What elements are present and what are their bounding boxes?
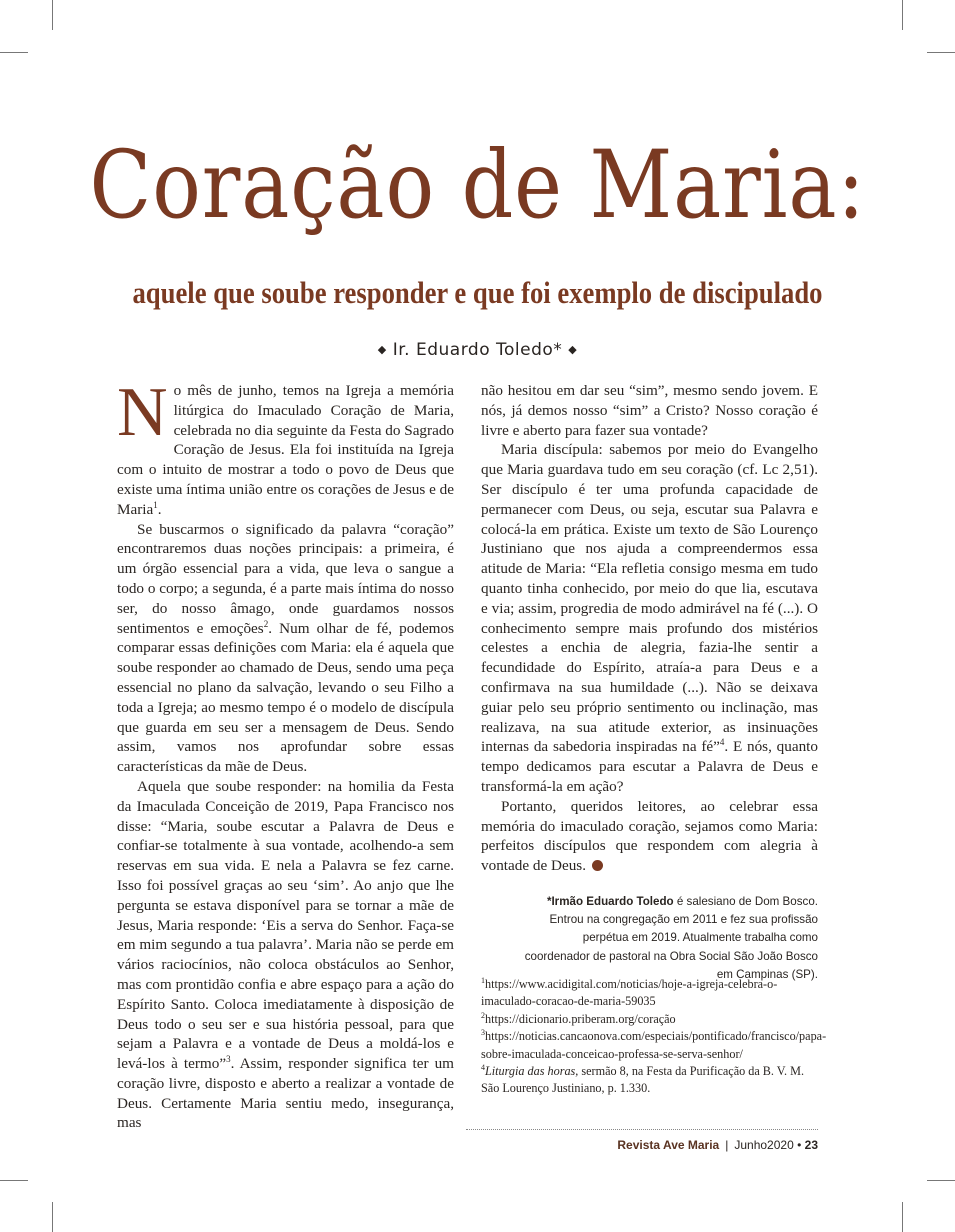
drop-cap: N (117, 374, 168, 451)
crop-mark (0, 52, 28, 53)
author-note-name: *Irmão Eduardo Toledo (546, 895, 674, 908)
footnote: $^3$https://noticias.cancaonova.com/especiais/pontificado/francisco/papa-sobre-imaculada-conceicao-professa-se-serva-senhor/ (481, 1028, 827, 1061)
diamond-icon: ◆ (377, 343, 387, 356)
crop-mark (927, 52, 955, 53)
page-footer (466, 1138, 818, 1152)
end-mark-icon (592, 860, 603, 871)
page-number: 23 (804, 1138, 818, 1152)
crop-mark (52, 1202, 53, 1232)
footnote-ref: 2 (263, 618, 269, 629)
paragraph: No mês de junho, temos na Igreja a memória litúrgica do Imaculado Coração de Maria, celebrada no dia seguinte da Festa do Sagrado Coração de Jesus. Ela foi instituída na Igreja com o intuito de mostrar a todo o povo de Deus que existe uma íntima união entre os corações de Jesus e de Maria$^1$. (117, 374, 455, 518)
paragraph: Aquela que soube responder: na homilia da Festa da Imaculada Conceição de 2019, Papa Francisco nos disse: “Maria, soube escutar a Palavra de Deus e confiar-se totalmente à sua vontade, acolhendo-a sem reservas em sua vida. E nela a Palavra se fez carne. Isso foi possível graças ao seu ‘sim’. Ao anjo que lhe pergunta se estava disponível para se tornar a mãe de Jesus, Maria responde: ‘Eis a serva do Senhor. Faça-se em mim segundo a tua palavra’. Maria não se perde em vários raciocínios, não coloca obstáculos ao Senhor, mas com prontidão confia e abre espaço para a ação do Espírito Santo. Coloca imediatamente à disposição de Deus todo o seu ser e sua história pessoal, para que sejam a Palavra e a vontade de Deus a moldá-los e levá-los à termo”$^3$. Assim, responder significa ter um coração livre, disposto e aberto a realizar a vontade de Deus. Certamente Maria sentiu medo, insegurança, mas (117, 777, 454, 1132)
footnotes (481, 975, 827, 1098)
issue-date: Junho2020 (734, 1138, 794, 1152)
footnote-ref: 4 (719, 737, 725, 748)
footnote: $^2$https://dicionario.priberam.org/coração (481, 1010, 676, 1026)
crop-mark (902, 0, 903, 30)
paragraph: não hesitou em dar seu “sim”, mesmo sendo jovem. E nós, já demos nosso “sim” a Cristo? Nosso coração é livre e aberto para fazer sua vontade? (481, 382, 818, 439)
author-note (520, 893, 818, 984)
author-note-text: é salesiano de Dom Bosco. Entrou na congregação em 2011 e fez sua profissão perpétua em 2019. Atualmente trabalha como coordenador de pastoral na Obra Social São João Bosco em Campinas (SP). (524, 895, 818, 981)
article-subtitle: aquele que soube responder e que foi exemplo de discipulado (132, 275, 823, 310)
text-column-left (117, 374, 455, 1133)
diamond-icon: ◆ (568, 343, 578, 356)
footer-bullet: • (797, 1138, 802, 1152)
footnote-ref: 3 (226, 1054, 231, 1065)
crop-mark (927, 1180, 955, 1181)
article-title: Coração de Maria: (89, 131, 866, 240)
footnote-ref: 1 (153, 499, 158, 510)
crop-mark (52, 0, 53, 30)
magazine-name: Revista Ave Maria (617, 1138, 720, 1152)
text-column-right (481, 381, 818, 876)
byline (0, 340, 955, 360)
crop-mark (902, 1202, 903, 1232)
footer-divider (466, 1129, 818, 1130)
footnote: $^4$Liturgia das horas, sermão 8, na Festa da Purificação da B. V. M. São Lourenço Justiniano, p. 1.330. (481, 1062, 805, 1096)
paragraph: Maria discípula: sabemos por meio do Evangelho que Maria guardava tudo em seu coração (cf. Lc 2,51). Ser discípulo é ter uma profunda capacidade de permanecer com Deus, ou seja, escutar sua Palavra e colocá-la em prática. Existe um texto de São Lourenço Justiniano que nos ajuda a compreendermos essa atitude de Maria: “Ela refletia consigo mesma em tudo quanto tinha conhecido, por meio do que lia, escutava e via; assim, progredia de modo admirável na fé (...). O conhecimento sempre mais profundo dos mistérios celestes a enchia de alegria, fazia-lhe sentir a fecundidade do Espírito, atraía-a para Deus e a confirmava na sua humildade (...). Não se deixava guiar pelo seu próprio sentimento ou inclinação, mas realizava, na sua atitude exterior, as insinuações internas da sabedoria inspiradas na fé”$^4$. E nós, quanto tempo dedicamos para escutar a Palavra de Deus e transformá-la em ação? (481, 441, 818, 795)
author-name: Ir. Eduardo Toledo* (392, 340, 563, 360)
paragraph: Portanto, queridos leitores, ao celebrar essa memória do imaculado coração, sejamos como Maria: perfeitos discípulos que respondem com alegria à vontade de Deus. (481, 797, 818, 875)
crop-mark (0, 1180, 28, 1181)
footnote: $^1$https://www.acidigital.com/noticias/hoje-a-igreja-celebra-o-imaculado-coracao-de-maria-59035 (481, 975, 778, 1009)
paragraph: Se buscarmos o significado da palavra “coração” encontraremos duas noções principais: a primeira, é um órgão essencial para a vida, que leva o sangue a todo o corpo; a segunda, é a parte mais íntima do nosso ser, do nosso âmago, onde guardamos nossos sentimentos e emoções$^2$. Num olhar de fé, podemos comparar essas definições com Maria: ela é aquela que soube responder ao chamado de Deus, sendo uma peça essencial no plano da salvação, levando o seu Filho a toda a Igreja; ao mesmo tempo é o modelo de discípula que guarda em seu ser a mensagem de Deus. Sendo assim, vamos nos aprofundar sobre essas características da mãe de Deus. (117, 520, 454, 776)
footer-separator: | (725, 1138, 729, 1152)
